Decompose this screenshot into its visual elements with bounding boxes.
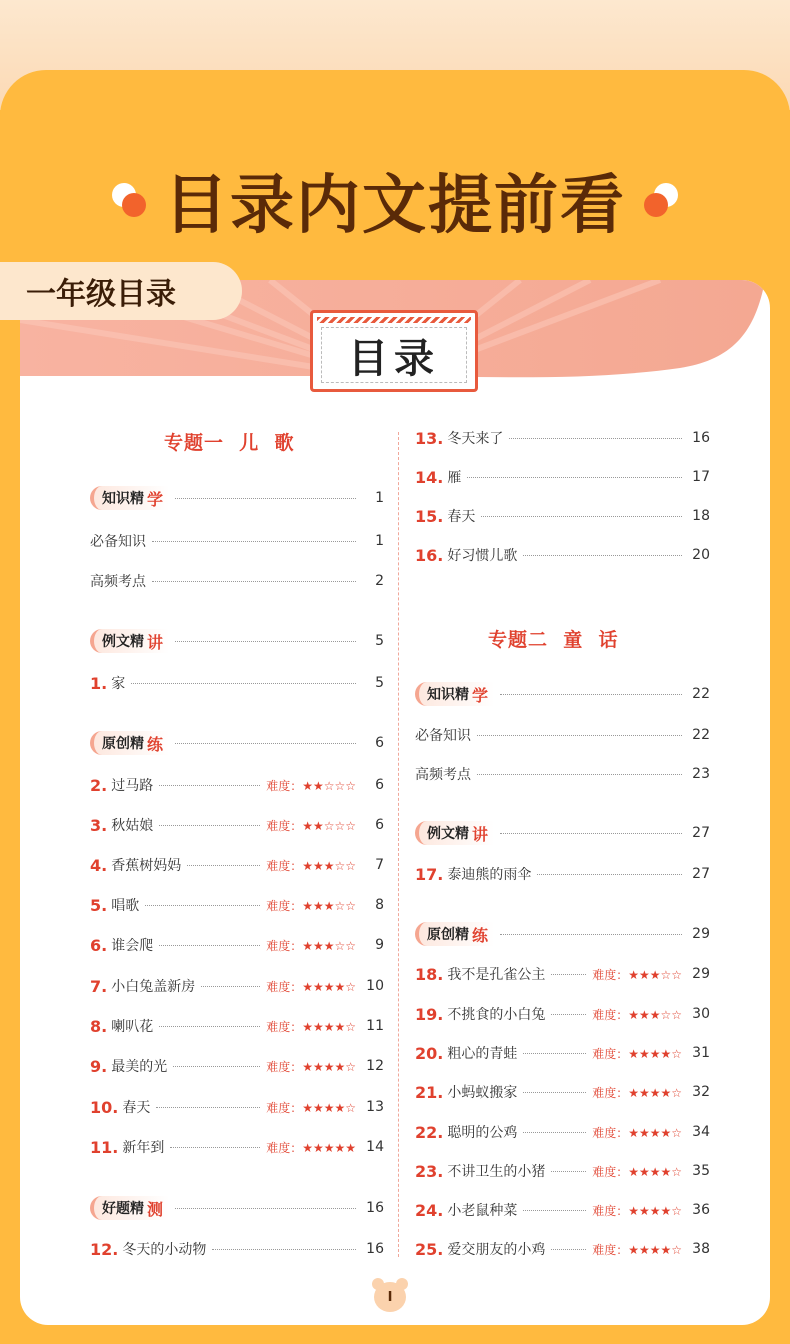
toc-tag-highlight: 练: [147, 734, 164, 754]
toc-entry-label: 家: [111, 676, 126, 692]
toc-tag-highlight: 测: [147, 1199, 164, 1219]
toc-tag-highlight: 学: [472, 685, 489, 705]
toc-tag-text: 好题精: [102, 1201, 144, 1217]
leader-dots: [509, 438, 682, 439]
section-title-left: 专题一 儿 歌: [164, 432, 295, 454]
toc-entry-label: 小白兔盖新房: [111, 979, 196, 995]
leader-dots: [159, 1026, 260, 1027]
toc-entry-row: [415, 543, 710, 567]
toc-entry-label: 高频考点: [415, 767, 471, 783]
toc-entry-row: [415, 504, 710, 528]
toc-entry-label: 最美的光: [111, 1059, 168, 1075]
toc-entry-label: 小蚂蚁搬家: [447, 1085, 518, 1101]
toc-entry-number: 2.: [90, 775, 108, 795]
toc-entry-label: 新年到: [122, 1140, 165, 1156]
toc-entry-row: [415, 723, 710, 747]
difficulty-rating: 难度：★★★☆☆: [592, 1007, 682, 1022]
toc-entry-row: [415, 862, 710, 886]
leader-dots: [500, 694, 682, 695]
toc-entry-number: 11.: [90, 1137, 119, 1157]
toc-page-number: 14: [366, 1139, 384, 1155]
toc-entry-row: [90, 1014, 384, 1038]
grade-tab: 一年级目录: [0, 262, 242, 320]
toc-tag: [415, 821, 494, 845]
toc-entry-label: 秋姑娘: [111, 818, 154, 834]
toc-entry-label: 粗心的青蛙: [447, 1046, 518, 1062]
toc-tag-row: [90, 731, 384, 755]
toc-entry-row: [90, 1095, 384, 1119]
toc-entry-number: 3.: [90, 815, 108, 835]
toc-entry-number: 19.: [415, 1004, 444, 1024]
toc-entry-label: 小老鼠种菜: [447, 1203, 518, 1219]
toc-entry-number: 16.: [415, 545, 444, 565]
toc-entry-row: [90, 1135, 384, 1159]
headline-group: [0, 155, 790, 245]
toc-entry-number: 18.: [415, 964, 444, 984]
page-number: I: [374, 1282, 406, 1312]
toc-page-number: 6: [375, 817, 384, 833]
difficulty-rating: 难度：★★★★☆: [266, 1019, 356, 1034]
toc-entry-label: 不讲卫生的小猪: [447, 1164, 546, 1180]
toc-page-number: 9: [375, 937, 384, 953]
toc-entry-label: 春天: [447, 509, 476, 525]
toc-tag-text: 例文精: [427, 826, 469, 842]
toc-entry-label: 过马路: [111, 778, 154, 794]
leader-dots: [175, 743, 356, 744]
toc-entry-number: 13.: [415, 428, 444, 448]
toc-tag-highlight: 讲: [147, 632, 164, 652]
toc-tag: [415, 682, 494, 706]
toc-entry-row: [415, 1198, 710, 1222]
toc-entry-number: 17.: [415, 864, 444, 884]
toc-entry-number: 24.: [415, 1200, 444, 1220]
toc-entry-row: [415, 465, 710, 489]
toc-entry-label: 爱交朋友的小鸡: [447, 1242, 546, 1258]
toc-entry-label: 唱歌: [111, 898, 140, 914]
toc-page-number: 6: [375, 777, 384, 793]
toc-entry-label: 喇叭花: [111, 1019, 154, 1035]
toc-page-number: 20: [692, 547, 710, 563]
toc-page-number: 22: [692, 727, 710, 743]
toc-entry-row: [90, 813, 384, 837]
toc-tag-text: 原创精: [102, 736, 144, 752]
toc-entry-row: [90, 773, 384, 797]
toc-page-number: 29: [692, 966, 710, 982]
toc-entry-row: [415, 1080, 710, 1104]
leader-dots: [523, 555, 682, 556]
toc-entry-label: 不挑食的小白兔: [447, 1007, 546, 1023]
dot-decoration-icon: [112, 183, 146, 217]
toc-entry-number: 25.: [415, 1239, 444, 1259]
toc-tag: [90, 731, 169, 755]
toc-page-number: 8: [375, 897, 384, 913]
toc-entry-number: 21.: [415, 1082, 444, 1102]
leader-dots: [551, 1014, 586, 1015]
toc-entry-number: 6.: [90, 935, 108, 955]
toc-tag: [90, 486, 169, 510]
difficulty-rating: 难度：★★★★☆: [266, 979, 356, 994]
toc-page-number: 1: [375, 490, 384, 506]
leader-dots: [131, 683, 356, 684]
toc-page-number: 36: [692, 1202, 710, 1218]
toc-page-number: 22: [692, 686, 710, 702]
toc-page-number: 13: [366, 1099, 384, 1115]
toc-entry-row: [90, 1237, 384, 1261]
toc-page-number: 35: [692, 1163, 710, 1179]
leader-dots: [175, 641, 356, 642]
leader-dots: [477, 735, 682, 736]
toc-entry-row: [415, 1002, 710, 1026]
leader-dots: [152, 581, 356, 582]
toc-page-number: 34: [692, 1124, 710, 1140]
leader-dots: [523, 1210, 586, 1211]
toc-entry-label: 必备知识: [90, 534, 146, 550]
difficulty-rating: 难度：★★★☆☆: [266, 858, 356, 873]
toc-entry-row: [90, 974, 384, 998]
toc-entry-row: [415, 1041, 710, 1065]
leader-dots: [551, 974, 586, 975]
toc-page-number: 5: [375, 633, 384, 649]
toc-entry-number: 1.: [90, 673, 108, 693]
difficulty-rating: 难度：★★★★☆: [266, 1100, 356, 1115]
toc-entry-number: 15.: [415, 506, 444, 526]
toc-tag-highlight: 学: [147, 489, 164, 509]
leader-dots: [145, 905, 260, 906]
leader-dots: [537, 874, 682, 875]
difficulty-rating: 难度：★★☆☆☆: [266, 778, 356, 793]
toc-entry-row: [90, 671, 384, 695]
leader-dots: [523, 1092, 586, 1093]
leader-dots: [500, 833, 682, 834]
leader-dots: [523, 1053, 586, 1054]
toc-tag-text: 知识精: [102, 491, 144, 507]
leader-dots: [159, 785, 260, 786]
difficulty-rating: 难度：★★☆☆☆: [266, 818, 356, 833]
toc-tag-highlight: 讲: [472, 824, 489, 844]
toc-tag-row: [90, 629, 384, 653]
difficulty-rating: 难度：★★★☆☆: [266, 898, 356, 913]
leader-dots: [152, 541, 356, 542]
toc-title: 目录: [321, 327, 467, 383]
toc-entry-label: 冬天来了: [447, 431, 504, 447]
toc-entry-label: 我不是孔雀公主: [447, 967, 546, 983]
toc-page-number: 12: [366, 1058, 384, 1074]
difficulty-rating: 难度：★★★★☆: [592, 1164, 682, 1179]
difficulty-rating: 难度：★★★★☆: [592, 1125, 682, 1140]
toc-entry-number: 8.: [90, 1016, 108, 1036]
toc-page-number: 17: [692, 469, 710, 485]
toc-page-number: 1: [375, 533, 384, 549]
leader-dots: [201, 986, 260, 987]
toc-page-number: 31: [692, 1045, 710, 1061]
toc-tag-row: [415, 922, 710, 946]
toc-tag-row: [90, 1196, 384, 1220]
difficulty-rating: 难度：★★★★☆: [592, 1203, 682, 1218]
leader-dots: [467, 477, 682, 478]
leader-dots: [523, 1132, 586, 1133]
leader-dots: [159, 825, 260, 826]
toc-page-number: 7: [375, 857, 384, 873]
toc-page-number: 27: [692, 866, 710, 882]
toc-page-number: 27: [692, 825, 710, 841]
toc-tag: [90, 629, 169, 653]
leader-dots: [500, 934, 682, 935]
toc-tag: [415, 922, 494, 946]
toc-entry-row: [90, 933, 384, 957]
leader-dots: [175, 498, 356, 499]
toc-tag-row: [90, 486, 384, 510]
toc-tag-text: 例文精: [102, 634, 144, 650]
toc-entry-number: 5.: [90, 895, 108, 915]
toc-entry-number: 23.: [415, 1161, 444, 1181]
toc-page-number: 16: [366, 1200, 384, 1216]
toc-tag-highlight: 练: [472, 925, 489, 945]
toc-entry-row: [415, 1237, 710, 1261]
difficulty-rating: 难度：★★★★☆: [592, 1046, 682, 1061]
toc-tag-row: [415, 821, 710, 845]
toc-entry-label: 好习惯儿歌: [447, 548, 518, 564]
toc-page-number: 16: [366, 1241, 384, 1257]
difficulty-rating: 难度：★★★★☆: [592, 1242, 682, 1257]
toc-entry-label: 春天: [122, 1100, 151, 1116]
leader-dots: [481, 516, 682, 517]
toc-entry-row: [90, 1054, 384, 1078]
difficulty-rating: 难度：★★★★★: [266, 1140, 356, 1155]
toc-entry-label: 聪明的公鸡: [447, 1125, 518, 1141]
toc-entry-number: 7.: [90, 976, 108, 996]
toc-entry-number: 9.: [90, 1056, 108, 1076]
toc-page-number: 10: [366, 978, 384, 994]
leader-dots: [156, 1107, 260, 1108]
toc-page-number: 11: [366, 1018, 384, 1034]
leader-dots: [187, 865, 260, 866]
toc-entry-row: [415, 962, 710, 986]
section-title-right: 专题二 童 话: [488, 629, 619, 651]
difficulty-rating: 难度：★★★★☆: [592, 1085, 682, 1100]
leader-dots: [170, 1147, 260, 1148]
toc-page-number: 23: [692, 766, 710, 782]
toc-entry-number: 20.: [415, 1043, 444, 1063]
leader-dots: [551, 1249, 586, 1250]
toc-page-number: 16: [692, 430, 710, 446]
toc-title-box: [310, 310, 478, 392]
toc-page-number: 29: [692, 926, 710, 942]
toc-entry-row: [90, 569, 384, 593]
toc-page-number: 30: [692, 1006, 710, 1022]
leader-dots: [159, 945, 260, 946]
toc-entry-row: [90, 853, 384, 877]
toc-entry-number: 14.: [415, 467, 444, 487]
toc-entry-number: 4.: [90, 855, 108, 875]
toc-tag-row: [415, 682, 710, 706]
toc-entry-row: [90, 529, 384, 553]
toc-entry-label: 雁: [447, 470, 462, 486]
toc-page-number: 38: [692, 1241, 710, 1257]
toc-page-number: 6: [375, 735, 384, 751]
toc-entry-row: [415, 762, 710, 786]
toc-entry-row: [90, 893, 384, 917]
toc-entry-label: 必备知识: [415, 728, 471, 744]
toc-page-number: 2: [375, 573, 384, 589]
leader-dots: [173, 1066, 260, 1067]
toc-entry-label: 高频考点: [90, 574, 146, 590]
dot-decoration-icon: [644, 183, 678, 217]
leader-dots: [551, 1171, 586, 1172]
toc-tag-text: 原创精: [427, 927, 469, 943]
page-headline: 目录内文提前看: [164, 169, 626, 243]
toc-entry-number: 22.: [415, 1122, 444, 1142]
toc-entry-row: [415, 1159, 710, 1183]
toc-entry-label: 谁会爬: [111, 938, 154, 954]
toc-entry-label: 泰迪熊的雨伞: [447, 867, 532, 883]
toc-page-number: 5: [375, 675, 384, 691]
leader-dots: [212, 1249, 356, 1250]
difficulty-rating: 难度：★★★☆☆: [592, 967, 682, 982]
toc-page-number: 18: [692, 508, 710, 524]
toc-entry-label: 香蕉树妈妈: [111, 858, 182, 874]
toc-tag: [90, 1196, 169, 1220]
toc-entry-row: [415, 1120, 710, 1144]
leader-dots: [477, 774, 682, 775]
leader-dots: [175, 1208, 356, 1209]
toc-entry-row: [415, 426, 710, 450]
difficulty-rating: 难度：★★★★☆: [266, 1059, 356, 1074]
toc-tag-text: 知识精: [427, 687, 469, 703]
bear-page-badge: [372, 1278, 408, 1314]
toc-page-number: 32: [692, 1084, 710, 1100]
difficulty-rating: 难度：★★★☆☆: [266, 938, 356, 953]
toc-entry-label: 冬天的小动物: [122, 1242, 207, 1258]
toc-entry-number: 10.: [90, 1097, 119, 1117]
toc-entry-number: 12.: [90, 1239, 119, 1259]
column-divider: [398, 432, 399, 1257]
